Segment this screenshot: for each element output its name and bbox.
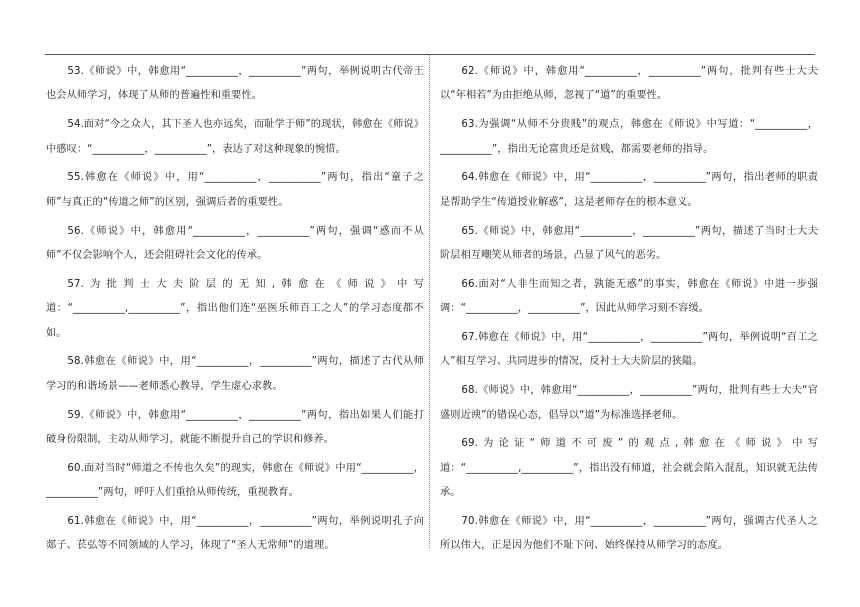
question-64: 64.韩愈在《师说》中，用“__________，__________”两句，指出老师的职责是帮助学生“传道授业解惑”，这是老师存在的根本意义。 [440, 172, 818, 208]
question-69: 69.为论证“师道不可废”的观点,韩愈在《师说》中写道：“__________,__________”，指出没有师道，社会就会陷入混乱，知识就无法传承。 [440, 438, 818, 499]
question-68: 68.《师说》中，韩愈用“__________，__________”两句，批判有些士大夫“官盛则近谀”的错误心态，倡导以“道”为标准选择老师。 [440, 385, 818, 421]
question-54: 54.面对“今之众人，其下圣人也亦远矣，而耻学于师”的现状，韩愈在《师说》中感叹：“__________，__________”，表达了对这种现象的惋惜。 [46, 119, 424, 155]
question-59: 59.《师说》中，韩愈用“__________，__________”两句，指出如果人们能打破身份限制，主动从师学习，就能不断提升自己的学识和修养。 [46, 409, 424, 446]
question-62: 62.《师说》中，韩愈用“__________，__________”两句，批判有些士大夫以“年相若”为由拒绝从师，忽视了“道”的重要性。 [440, 66, 818, 102]
question-67: 67.韩愈在《师说》中，用“__________，__________”两句，举例说明“百工之人”相互学习、共同进步的情况，反衬士大夫阶层的狭隘。 [440, 332, 818, 368]
question-55: 55.韩愈在《师说》中，用“__________，__________”两句，指出“童子之师”与真正的“传道之师”的区别，强调后者的重要性。 [46, 172, 424, 208]
question-70: 70.韩愈在《师说》中，用“__________，__________”两句，强调古代圣人之所以伟大，正是因为他们不耻下问、始终保持从师学习的态度。 [440, 516, 818, 552]
question-57: 57.为批判士大夫阶层的无知,韩愈在《师说》中写道：“__________,__________”，指出他们连“巫医乐师百工之人”的学习态度都不如。 [46, 278, 424, 339]
question-63: 63.为强调“从师不分贵贱”的观点，韩愈在《师说》中写道：“__________，__________”，指出无论富贵还是贫贱，都需要老师的指导。 [440, 119, 818, 155]
question-56: 56.《师说》中，韩愈用“__________，__________”两句，强调“惑而不从师”不仅会影响个人，还会阻碍社会文化的传承。 [46, 225, 424, 262]
question-61: 61.韩愈在《师说》中，用“__________，__________”两句，举例说明孔子向郯子、苌弘等不同领域的人学习，体现了“圣人无常师”的道理。 [46, 516, 424, 552]
left-column [46, 60, 424, 563]
question-66: 66.面对“人非生而知之者，孰能无惑”的事实，韩愈在《师说》中进一步强调：“__________，__________”，因此从师学习刻不容缓。 [440, 278, 818, 315]
column-divider [429, 54, 430, 548]
question-60: 60.面对当时“师道之不传也久矣”的现实，韩愈在《师说》中用“__________，__________”两句，呼吁人们重拾从师传统，重视教育。 [46, 462, 424, 499]
right-column [440, 60, 818, 563]
question-53: 53.《师说》中，韩愈用“__________，__________”两句，举例说明古代帝王也会从师学习，体现了从师的普遍性和重要性。 [46, 66, 424, 102]
top-rule [45, 54, 815, 55]
question-65: 65.《师说》中，韩愈用“__________，__________”两句，描述了当时士大夫阶层相互嘲笑从师者的场景，凸显了风气的恶劣。 [440, 225, 818, 262]
question-58: 58.韩愈在《师说》中，用“__________，__________”两句，描述了古代从师学习的和谐场景——老师悉心教导，学生虚心求教。 [46, 356, 424, 392]
